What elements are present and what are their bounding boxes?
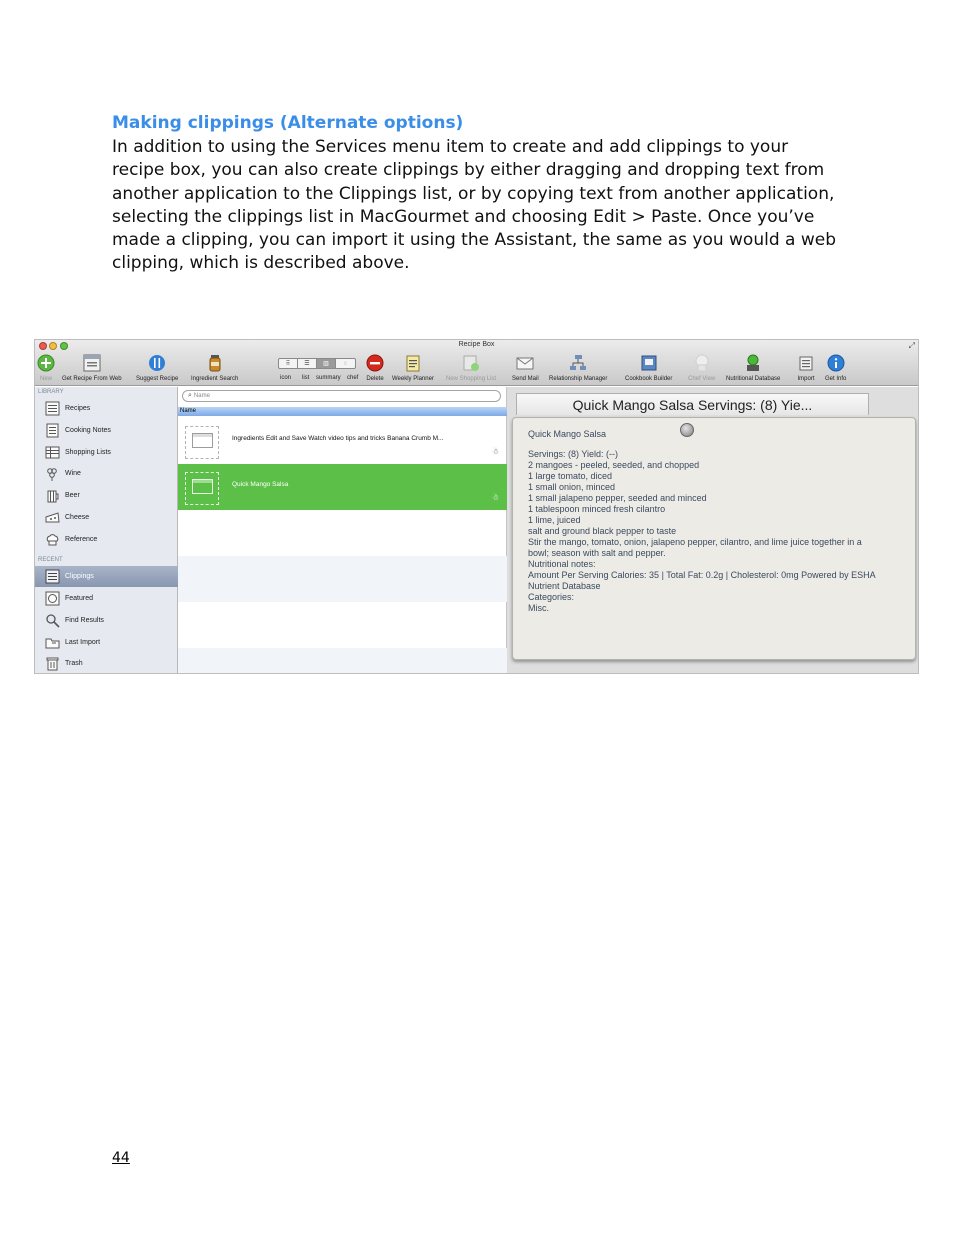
sidebar-item-reference[interactable]: Reference <box>35 529 178 550</box>
import-button[interactable]: Import <box>797 354 815 384</box>
chef-view-button[interactable]: Chef View <box>688 354 715 384</box>
sidebar-item-beer[interactable]: Beer <box>35 485 178 506</box>
empty-row <box>178 648 507 674</box>
fork-knife-icon <box>148 354 166 372</box>
recipe-line: Nutritional notes: <box>528 559 596 569</box>
sidebar-item-recipes[interactable]: Recipes <box>35 398 178 419</box>
jar-icon <box>206 354 224 372</box>
sidebar-item-clippings[interactable]: Clippings <box>35 566 178 587</box>
recipe-line: 1 lime, juiced <box>528 515 581 525</box>
recipe-line: salt and ground black pepper to taste <box>528 526 677 536</box>
page-number: 44 <box>112 1150 130 1166</box>
recipe-line: Servings: (8) Yield: (--) <box>528 449 619 459</box>
app-window-screenshot <box>34 339 919 674</box>
recipe-line: Categories: <box>528 592 575 602</box>
cookbook-builder-button[interactable]: Cookbook Builder <box>625 354 672 384</box>
sidebar-item-last-import[interactable]: Last Import <box>35 632 178 653</box>
shopping-list-icon <box>44 444 61 461</box>
sidebar-item-shopping-lists[interactable]: Shopping Lists <box>35 442 178 463</box>
sidebar-item-cooking-notes[interactable]: Cooking Notes <box>35 420 178 441</box>
clipping-thumbnail <box>185 472 219 505</box>
magnifier-icon <box>44 612 61 629</box>
send-mail-button[interactable]: Send Mail <box>512 354 539 384</box>
cheese-icon <box>44 509 61 526</box>
delete-button[interactable]: Delete <box>366 354 384 384</box>
import-icon <box>797 354 815 372</box>
chef-view-icon <box>693 354 711 372</box>
recipe-line: bowl; season with salt and pepper. <box>528 548 666 558</box>
recipe-card-title: Quick Mango Salsa <box>528 429 607 439</box>
recipe-line: Misc. <box>528 603 549 613</box>
list-item[interactable]: Quick Mango Salsa ☃ <box>178 464 507 510</box>
list-view-segment[interactable]: ☰ <box>298 359 317 368</box>
info-icon <box>827 354 845 372</box>
view-mode-segmented-control[interactable] <box>278 358 356 369</box>
section-heading: Making clippings (Alternate options) <box>112 113 464 133</box>
delete-icon <box>366 354 384 372</box>
chef-hat-icon <box>44 531 61 548</box>
recipe-line: 1 large tomato, diced <box>528 471 613 481</box>
import-folder-icon <box>44 634 61 651</box>
icon-view-segment[interactable]: ⠿ <box>279 359 298 368</box>
relationship-icon <box>569 354 587 372</box>
wine-icon <box>44 465 61 482</box>
window-title: Recipe Box <box>458 341 495 348</box>
ingredient-search-button[interactable]: Ingredient Search <box>191 354 238 384</box>
chef-view-segment[interactable]: ◌ <box>343 360 348 367</box>
body-paragraph: In addition to using the Services menu item to create and add clippings to your recipe box, you can also create clippings by either dragging and dropping text from another application to the Clippings list, or by copying text from another application, selecting the clippings list in MacGourmet and choosing Edit > Paste. Once you’ve made a clipping, you can import it using the Assistant, the same as you would a web clipping, which is described above. <box>112 137 837 274</box>
fullscreen-icon[interactable]: ⤢ <box>908 341 915 350</box>
planner-icon <box>404 354 422 372</box>
list-item[interactable]: Ingredients Edit and Save Watch video tips and tricks Banana Crumb M... ☃ <box>178 418 507 464</box>
recent-header: RECENT <box>38 557 63 563</box>
recipe-line: Amount Per Serving Calories: 35 | Total Fat: 0.2g | Cholesterol: 0mg Powered by ESHA <box>528 570 876 580</box>
clippings-list <box>178 387 507 674</box>
get-recipe-from-web-button[interactable]: Get Recipe From Web <box>62 354 122 384</box>
summary-view-segment[interactable]: ▥ <box>317 359 336 368</box>
notes-icon <box>44 422 61 439</box>
shopping-list-add-icon <box>462 354 480 372</box>
recipe-line: 1 small onion, minced <box>528 482 616 492</box>
library-header: LIBRARY <box>38 389 64 395</box>
get-info-button[interactable]: Get Info <box>825 354 846 384</box>
recipes-icon <box>44 400 61 417</box>
plus-icon <box>37 354 55 372</box>
clippings-icon <box>44 568 61 585</box>
mail-icon <box>516 354 534 372</box>
new-shopping-list-button[interactable]: New Shopping List <box>446 354 496 384</box>
recipe-card <box>512 417 916 660</box>
nutritional-database-button[interactable]: Nutritional Database <box>726 354 780 384</box>
sidebar <box>35 387 178 674</box>
nutrition-icon <box>744 354 762 372</box>
search-icon: ⌕ <box>188 392 192 399</box>
featured-icon <box>44 590 61 607</box>
recipe-line: Stir the mango, tomato, onion, jalapeno pepper, cilantro, and lime juice together in a <box>528 537 862 547</box>
window-titlebar: Recipe Box ⤢ New Get Recipe From Web Suggest Recipe Ingredient Search ⠿ ☰ ▥ ◌ icon list summary chef Delete Weekly Planner New Shopping List Send Mail Relationship Manager Cookbook Builder Chef View Nutritional Database Import Get Info <box>35 340 918 386</box>
recipe-line: 1 small jalapeno pepper, seeded and minced <box>528 493 707 503</box>
new-button[interactable]: New <box>37 354 55 384</box>
recipe-line: 1 tablespoon minced fresh cilantro <box>528 504 666 514</box>
beer-icon <box>44 487 61 504</box>
sidebar-item-find-results[interactable]: Find Results <box>35 610 178 631</box>
sidebar-item-wine[interactable]: Wine <box>35 463 178 484</box>
weekly-planner-button[interactable]: Weekly Planner <box>392 354 434 384</box>
cookbook-icon <box>640 354 658 372</box>
chef-hat-icon: ☃ <box>491 493 499 502</box>
empty-row <box>178 556 507 602</box>
recipe-tab[interactable]: Quick Mango Salsa Servings: (8) Yie... <box>516 393 869 415</box>
trash-icon <box>44 655 61 672</box>
pushpin-icon <box>680 423 694 437</box>
recipe-line: Nutrient Database <box>528 581 601 591</box>
clipping-thumbnail <box>185 426 219 459</box>
search-input[interactable]: ⌕ Name <box>182 390 501 402</box>
recipe-line: 2 mangoes - peeled, seeded, and chopped <box>528 460 700 470</box>
name-column-header[interactable]: Name <box>178 407 507 416</box>
web-page-icon <box>83 354 101 372</box>
sidebar-item-featured[interactable]: Featured <box>35 588 178 609</box>
sidebar-item-cheese[interactable]: Cheese <box>35 507 178 528</box>
recipe-detail-pane <box>507 387 919 674</box>
relationship-manager-button[interactable]: Relationship Manager <box>549 354 607 384</box>
suggest-recipe-button[interactable]: Suggest Recipe <box>136 354 178 384</box>
sidebar-item-trash[interactable]: Trash <box>35 653 178 674</box>
chef-hat-icon: ☃ <box>491 447 499 456</box>
